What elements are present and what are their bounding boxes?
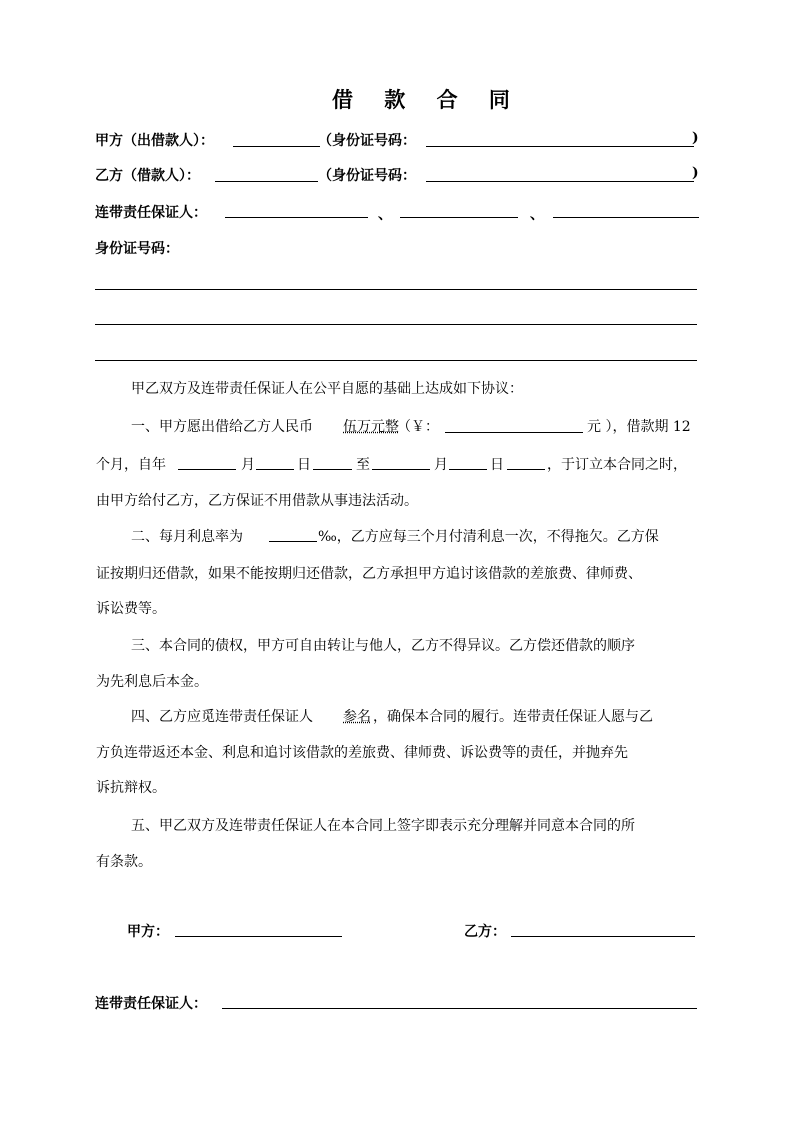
clause-2-text-b: ‰，乙方应每三个月付清利息一次，不得拖欠。乙方保 bbox=[318, 529, 659, 545]
guarantor-3-field[interactable] bbox=[553, 217, 699, 218]
party-b-close-paren: ) bbox=[692, 165, 699, 181]
guarantor-signature-field[interactable] bbox=[222, 1008, 697, 1009]
clause-1-line2-p5: 月 bbox=[434, 457, 448, 473]
id-number-line-1[interactable] bbox=[95, 289, 697, 290]
clause-4-text-c: ，确保本合同的履行。连带责任保证人愿与乙 bbox=[373, 709, 653, 725]
end-day-field[interactable] bbox=[507, 469, 545, 470]
party-a-signature-label: 甲方： bbox=[127, 924, 169, 940]
clause-1-text-a: 一、甲方愿出借给乙方人民币 bbox=[131, 419, 313, 435]
party-b-id-label: （身份证号码： bbox=[318, 168, 416, 184]
guarantor-label: 连带责任保证人： bbox=[95, 205, 207, 221]
party-b-label: 乙方（借款人）： bbox=[95, 168, 200, 184]
clause-1-line2-p3: 日 bbox=[297, 457, 311, 473]
clause-3-line1: 三、本合同的债权，甲方可自由转让与他人，乙方不得异议。乙方偿还借款的顺序 bbox=[131, 638, 635, 654]
clause-4-text-a: 四、乙方应觅连带责任保证人 bbox=[131, 709, 313, 725]
guarantor-separator-1: 、 bbox=[378, 207, 392, 223]
guarantor-1-field[interactable] bbox=[225, 217, 368, 218]
clause-2-line2: 证按期归还借款，如果不能按期归还借款，乙方承担甲方追讨该借款的差旅费、律师费、 bbox=[96, 566, 642, 582]
interest-rate-field[interactable] bbox=[269, 541, 317, 542]
clause-1-text-b: （￥： bbox=[397, 419, 439, 435]
clause-2-text-a: 二、每月利息率为 bbox=[131, 529, 243, 545]
clause-3-line2: 为先利息后本金。 bbox=[96, 674, 208, 690]
clause-1-line3: 由甲方给付乙方，乙方保证不用借款从事违法活动。 bbox=[96, 493, 418, 509]
id-number-line-3[interactable] bbox=[95, 360, 697, 361]
id-number-line-2[interactable] bbox=[95, 324, 697, 325]
start-month-field[interactable] bbox=[178, 469, 236, 470]
clause-5-line1: 五、甲乙双方及连带责任保证人在本合同上签字即表示充分理解并同意本合同的所 bbox=[131, 818, 635, 834]
guarantor-separator-2: 、 bbox=[530, 207, 544, 223]
clause-4-guarantor-count: 参名 bbox=[343, 709, 371, 725]
party-a-close-paren: ) bbox=[692, 130, 699, 146]
start-year-suffix-field[interactable] bbox=[313, 469, 352, 470]
clause-1-line2-p2: 月 bbox=[241, 457, 255, 473]
clause-1-line2-p6: 日 bbox=[490, 457, 504, 473]
document-title: 借 款 合 同 bbox=[332, 87, 522, 112]
clause-1-line2-p1: 个月，自年 bbox=[96, 457, 166, 473]
party-b-signature-field[interactable] bbox=[511, 936, 695, 937]
party-a-signature-field[interactable] bbox=[175, 936, 342, 937]
guarantor-signature-label: 连带责任保证人： bbox=[95, 996, 207, 1012]
party-a-id-label: （身份证号码： bbox=[318, 133, 416, 149]
clause-4-line3: 诉抗辩权。 bbox=[96, 780, 166, 796]
guarantor-2-field[interactable] bbox=[400, 217, 518, 218]
end-year-field[interactable] bbox=[372, 469, 430, 470]
clause-1-line2-p7: ，于订立本合同之时， bbox=[547, 457, 687, 473]
id-number-label: 身份证号码： bbox=[95, 241, 179, 257]
clause-5-line2: 有条款。 bbox=[96, 854, 152, 870]
end-month-field[interactable] bbox=[449, 469, 487, 470]
clause-4-line2: 方负连带返还本金、利息和追讨该借款的差旅费、律师费、诉讼费等的责任，并抛弃先 bbox=[96, 745, 628, 761]
clause-1-amount-words: 伍万元整 bbox=[343, 419, 399, 435]
party-b-name-field[interactable] bbox=[215, 181, 318, 182]
party-a-label: 甲方（出借款人）： bbox=[95, 133, 214, 149]
clause-1-line2-p4: 至 bbox=[356, 457, 370, 473]
clause-1-text-c: 元 ），借款期 12 bbox=[587, 419, 691, 435]
party-b-signature-label: 乙方： bbox=[464, 924, 506, 940]
party-b-id-field[interactable] bbox=[426, 181, 694, 182]
intro-paragraph: 甲乙双方及连带责任保证人在公平自愿的基础上达成如下协议： bbox=[131, 381, 523, 397]
party-a-name-field[interactable] bbox=[233, 146, 320, 147]
clause-1-amount-field[interactable] bbox=[445, 432, 583, 433]
clause-2-line3: 诉讼费等。 bbox=[96, 601, 166, 617]
party-a-id-field[interactable] bbox=[426, 146, 694, 147]
start-day-field[interactable] bbox=[256, 469, 294, 470]
